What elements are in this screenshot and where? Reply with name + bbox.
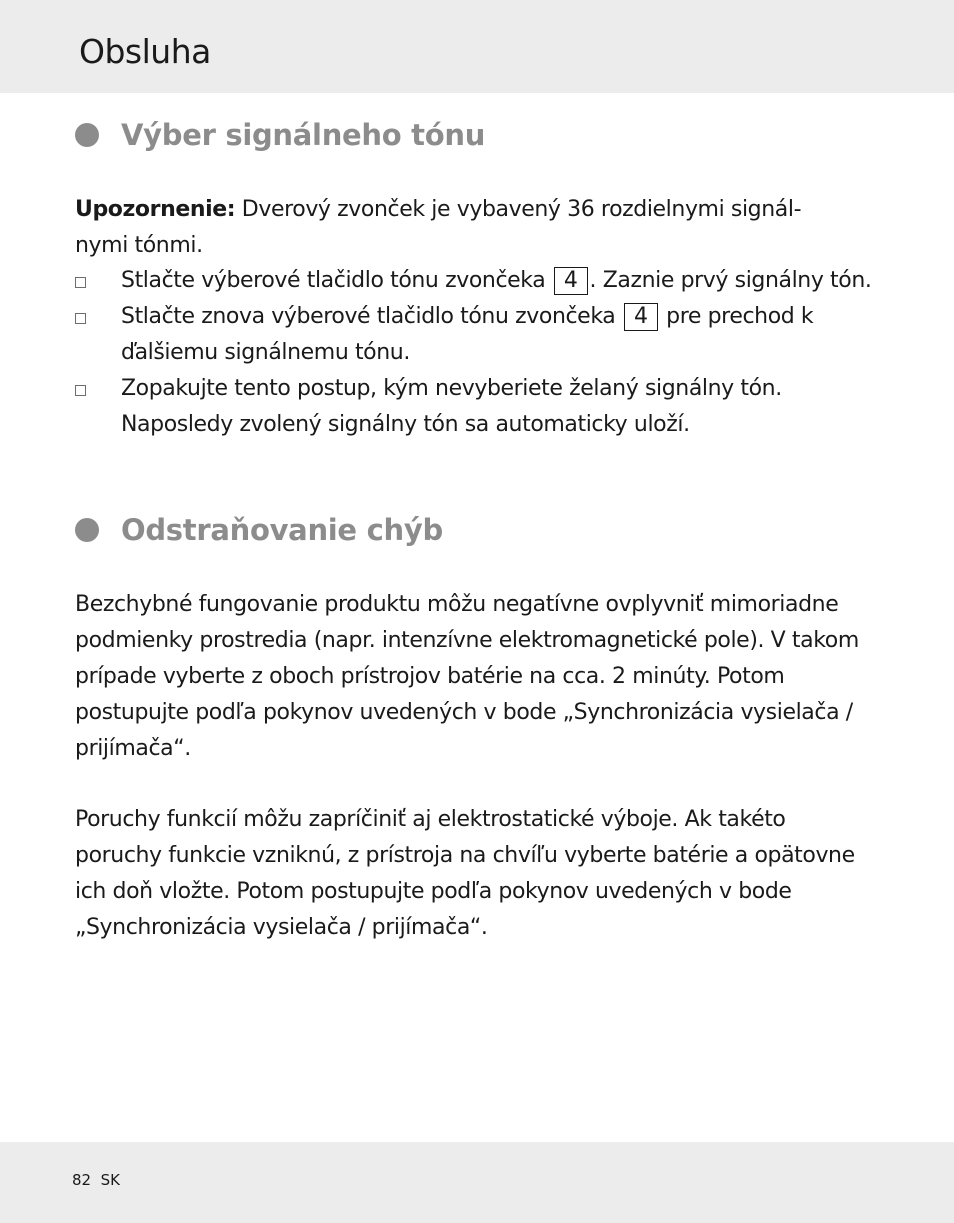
step-text	[121, 299, 813, 335]
page-header	[0, 0, 954, 93]
page-number-label	[72, 1168, 120, 1192]
step-text-after: pre prechod k	[666, 304, 814, 329]
paragraph-2-line-1: Poruchy funkcií môžu zapríčiniť aj elektrostatické výboje. Ak takéto	[75, 807, 786, 832]
reference-number-box: 4	[554, 267, 588, 295]
list-item-step-2	[75, 299, 895, 371]
section-heading-text: Odstraňovanie chýb	[121, 513, 443, 547]
note-line-2: nymi tónmi.	[75, 233, 203, 258]
page-footer	[0, 1142, 954, 1223]
checkbox-bullet-icon	[75, 313, 86, 324]
list-item-step-1	[75, 263, 895, 299]
note-label: Upozornenie:	[75, 197, 236, 222]
page-number: 82	[72, 1171, 92, 1189]
section-heading-text: Výber signálneho tónu	[121, 118, 486, 152]
checkbox-bullet-icon	[75, 385, 86, 396]
page-title: Obsluha	[79, 32, 211, 71]
paragraph-1-line-4: postupujte podľa pokynov uvedených v bode „Synchronizácia vysielača /	[75, 700, 853, 725]
heading-bullet-icon	[75, 123, 99, 147]
heading-bullet-icon	[75, 518, 99, 542]
step-text-line-2: Naposledy zvolený signálny tón sa automaticky uloží.	[121, 412, 690, 437]
note-text: Dverový zvonček je vybavený 36 rozdielnymi signál-	[241, 197, 802, 222]
paragraph-1-line-5: prijímača“.	[75, 736, 191, 761]
language-code: SK	[100, 1171, 120, 1189]
paragraph-2-line-2: poruchy funkcie vzniknú, z prístroja na chvíľu vyberte batérie a opätovne	[75, 843, 855, 868]
paragraph-1-line-1: Bezchybné fungovanie produktu môžu negatívne ovplyvniť mimoriadne	[75, 592, 839, 617]
step-text	[121, 263, 871, 299]
paragraph-2-line-3: ich doň vložte. Potom postupujte podľa pokynov uvedených v bode	[75, 879, 792, 904]
step-text-after: . Zaznie prvý signálny tón.	[589, 268, 872, 293]
paragraph-1-line-3: prípade vyberte z oboch prístrojov batérie na cca. 2 minúty. Potom	[75, 664, 785, 689]
note-line-1	[75, 192, 801, 228]
paragraph-1-line-2: podmienky prostredia (napr. intenzívne elektromagnetické pole). V takom	[75, 628, 859, 653]
step-text-before: Stlačte znova výberové tlačidlo tónu zvončeka	[121, 304, 616, 329]
step-text-before: Stlačte výberové tlačidlo tónu zvončeka	[121, 268, 546, 293]
reference-number-box: 4	[624, 303, 658, 331]
step-text-line-2: ďalšiemu signálnemu tónu.	[121, 340, 410, 365]
list-item-step-3	[75, 371, 895, 443]
paragraph-2-line-4: „Synchronizácia vysielača / prijímača“.	[75, 915, 488, 940]
checkbox-bullet-icon	[75, 277, 86, 288]
step-text: Zopakujte tento postup, kým nevyberiete želaný signálny tón.	[121, 376, 782, 401]
